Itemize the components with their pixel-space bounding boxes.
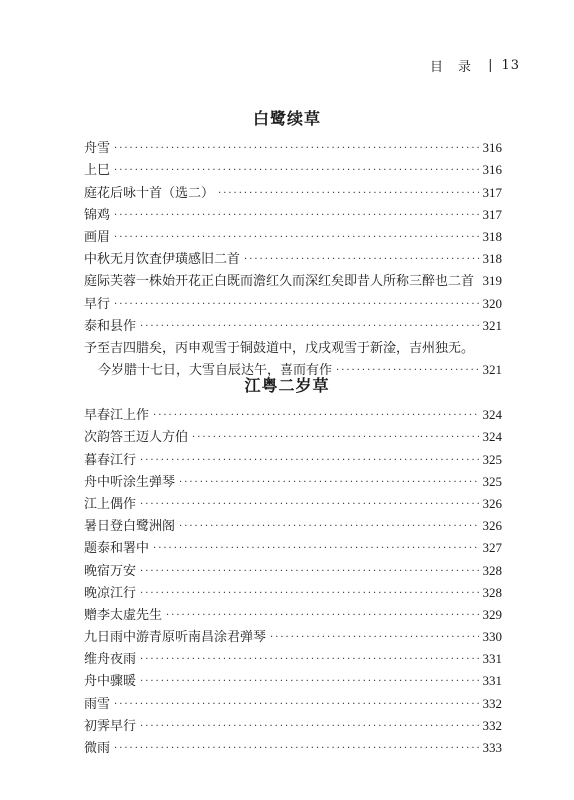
toc-entry[interactable]: 舟中骤暖 ····· 331 [84, 667, 502, 689]
toc-entry[interactable]: 舟中听涂生弹琴 ····· 325 [84, 468, 502, 490]
header-label: 目 录 [430, 60, 473, 75]
toc-entry[interactable]: 维舟夜雨 ····· 331 [84, 645, 502, 667]
header-page-number: 13 [501, 58, 520, 73]
toc-entry[interactable]: 雨雪 ····· 332 [84, 689, 502, 711]
toc-entry[interactable]: 晚凉江行 ····· 328 [84, 579, 502, 601]
toc-entry[interactable]: 今岁腊十七日，大雪自辰达午，喜而有作 ····· 321 [84, 356, 502, 378]
toc-entry[interactable]: 锦鸡 ····· 317 [84, 201, 502, 223]
toc-entry[interactable]: 舟雪 ····· 316 [84, 134, 502, 156]
toc-entry[interactable]: 早春江上作 ····· 324 [84, 401, 502, 423]
running-header [430, 56, 520, 75]
toc-entry[interactable]: 题泰和署中 ····· 327 [84, 534, 502, 556]
toc-entry[interactable]: 赠李太虚先生 ····· 329 [84, 601, 502, 623]
toc-entry[interactable]: 泰和县作 ····· 321 [84, 312, 502, 334]
header-divider: | [488, 58, 494, 73]
section-title: 江粤二岁草 [244, 376, 330, 395]
toc-entry[interactable]: 画眉 ····· 318 [84, 223, 502, 245]
toc-entry[interactable]: 初霁早行 ····· 332 [84, 712, 502, 734]
toc-list-section-1 [84, 134, 502, 378]
toc-entry[interactable]: 中秋无月饮査伊璜感旧二首 ····· 318 [84, 245, 502, 267]
toc-entry[interactable]: 早行 ····· 320 [84, 289, 502, 311]
toc-entry[interactable]: 九日雨中游青原听南昌涂君弹琴 ····· 330 [84, 623, 502, 645]
toc-entry[interactable]: 暑日登白鹭洲阁 ····· 326 [84, 512, 502, 534]
toc-entry[interactable]: 微雨 ····· 333 [84, 734, 502, 756]
toc-entry[interactable]: 庭花后咏十首（选二） ····· 317 [84, 178, 502, 200]
toc-entry[interactable]: 庭际芙蓉一株始开花正白既而澹红久而深红矣即昔人所称三醉也二首 ····· 319 [84, 267, 502, 289]
toc-entry[interactable]: 次韵答王迈人方伯 ····· 324 [84, 423, 502, 445]
toc-entry[interactable]: 上巳 ····· 316 [84, 156, 502, 178]
toc-list-section-2 [84, 401, 502, 756]
toc-entry-continued[interactable]: 予至吉四腊矣，丙申观雪于铜鼓道中，戊戌观雪于新淦，吉州独无。 [84, 340, 475, 356]
toc-entry[interactable]: 江上偶作 ····· 326 [84, 490, 502, 512]
toc-entry[interactable]: 晚宿万安 ····· 328 [84, 556, 502, 578]
toc-entry[interactable]: 暮春江行 ····· 325 [84, 445, 502, 467]
section-title: 白鹭续草 [252, 109, 321, 128]
